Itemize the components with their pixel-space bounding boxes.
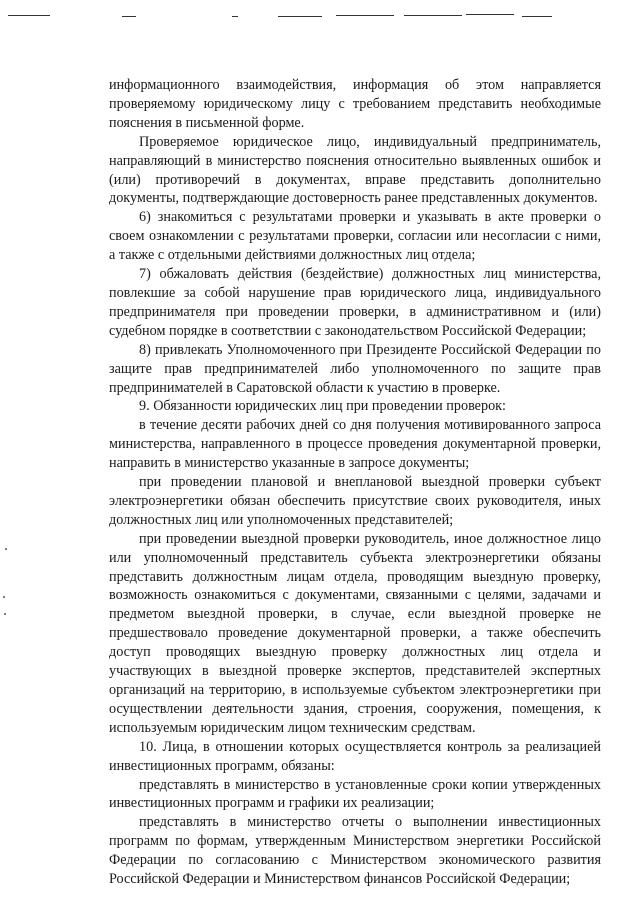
scan-mark: [336, 15, 394, 16]
paragraph: представлять в министерство в установленные сроки копии утвержденных инвестиционных программ и графики их реализации;: [109, 776, 601, 812]
list-item-6: 6) знакомиться с результатами проверки и указывать в акте проверки о своем ознакомлении с результатами проверки, согласии или несогласии с ними, а также с отдельными действиями должностных лиц отдела;: [109, 209, 601, 264]
list-item-8: 8) привлекать Уполномоченного при Президенте Российской Федерации по защите прав предпринимателей либо уполномоченного по защите прав предпринимателей в Саратовской области к участию в проверке.: [109, 341, 601, 396]
paragraph: в течение десяти рабочих дней со дня получения мотивированного запроса министерства, направленного в процессе проведения документарной проверки, направить в министерство указанные в запросе документы;: [109, 417, 601, 472]
document-body: [109, 76, 601, 889]
paragraph-continuation: информационного взаимодействия, информация об этом направляется проверяемому юридическому лицу с требованием представить необходимые пояснения в письменной форме.: [109, 77, 601, 131]
list-item-7: 7) обжаловать действия (бездействие) должностных лиц министерства, повлекшие за собой нарушение прав юридического лица, индивидуального предпринимателя при проведении проверки, в административном и (или) судебном порядке в соответствии с законодательством Российской Федерации;: [109, 266, 601, 339]
scan-mark: [522, 16, 552, 17]
scan-mark: [466, 14, 514, 15]
scan-mark: [278, 16, 322, 17]
scan-speck: [4, 613, 6, 615]
scan-speck: [3, 596, 5, 598]
scan-mark: [232, 16, 238, 17]
scan-speck: [5, 548, 7, 550]
paragraph: при проведении плановой и внеплановой выездной проверки субъект электроэнергетики обязан обеспечить присутствие своих руководителя, иных должностных лиц или уполномоченных представителей;: [109, 474, 601, 528]
scan-mark: [8, 15, 50, 16]
paragraph: представлять в министерство отчеты о выполнении инвестиционных программ по формам, утвержденным Министерством энергетики Российской Федерации по согласованию с Министерством экономического развития Российской Федерации и Министерством финансов Российской Федерации;: [109, 814, 601, 888]
scan-mark: [404, 15, 462, 16]
scan-mark: [122, 16, 136, 17]
paragraph: при проведении выездной проверки руководитель, иное должностное лицо или уполномоченный представитель субъекта электроэнергетики обязаны представить должностным лицам отдела, проводящим выездную проверку, возможность ознакомиться с документами, связанными с целями, задачами и предметом выездной проверки, в случае, если выездной проверке не предшествовало проведение документарной проверки, а также обеспечить доступ проводящих выездную проверку должностных лиц отдела и участвующих в выездной проверке экспертов, представителей экспертных организаций на территорию, в используемые субъектом электроэнергетики при осуществлении деятельности здания, строения, сооружения, помещения, к используемым юридическим лицом техническим средствам.: [109, 530, 601, 736]
section-heading-9: 9. Обязанности юридических лиц при проведении проверок:: [139, 398, 506, 415]
scan-artifacts: [0, 0, 640, 30]
section-heading-10: 10. Лица, в отношении которых осуществляется контроль за реализацией инвестиционных программ, обязаны:: [109, 738, 601, 774]
paragraph: Проверяемое юридическое лицо, индивидуальный предприниматель, направляющий в министерство пояснения относительно выявленных ошибок и (или) противоречий в документах, вправе представить дополнительно документы, подтверждающие достоверность ранее представленных документов.: [109, 133, 601, 207]
